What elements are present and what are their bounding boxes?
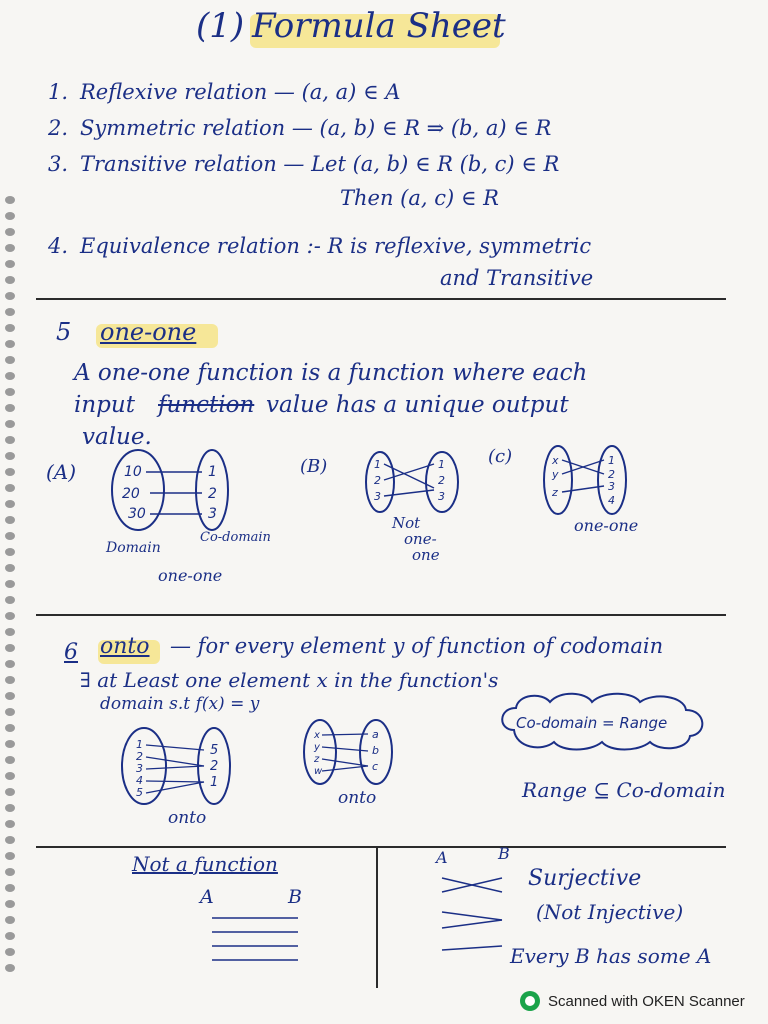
binding-hole [5,500,15,508]
oken-logo-icon [520,991,540,1011]
diagram-c-label: (c) [488,446,513,467]
relation-4-num: 4. [48,234,69,258]
diagram-b-label: (B) [300,456,328,477]
binding-hole [5,516,15,524]
relation-1-text: Reflexive relation — (a, a) ∈ A [80,80,401,104]
binding-hole [5,228,15,236]
one-one-def-line1: A one-one function is a function where each [74,360,588,386]
one-one-def-struck: function [158,392,255,418]
binding-hole [5,324,15,332]
diagram-c-domain-2: y [552,468,559,481]
binding-hole [5,756,15,764]
relation-2-text: Symmetric relation — (a, b) ∈ R ⇒ (b, a) ∈ R [80,116,552,140]
diagram-b-codomain-3: 3 [438,490,445,503]
binding-hole [5,212,15,220]
diagram-a-caption: one-one [158,566,223,585]
binding-hole [5,596,15,604]
binding-hole [5,772,15,780]
scanner-watermark [520,990,745,1012]
binding-hole [5,884,15,892]
binding-hole [5,532,15,540]
binding-hole [5,420,15,428]
onto-a-caption: onto [168,808,207,828]
relation-3-cont: Then (a, c) ∈ R [340,186,499,210]
binding-hole [5,708,15,716]
diagram-b-codomain-2: 2 [438,474,445,487]
one-one-heading: one-one [100,318,197,346]
range-subset: Range ⊆ Co-domain [522,778,726,802]
diagram-a-codomain-3: 3 [208,506,217,522]
surjective-set-a: A [436,848,448,867]
binding-hole [5,436,15,444]
diagram-b [362,450,472,520]
not-function-diagram [208,912,308,972]
onto-a-codomain-3: 1 [210,775,219,790]
relation-3-num: 3. [48,152,69,176]
binding-hole [5,564,15,572]
binding-hole [5,724,15,732]
diagram-a-codomain-label: Co-domain [200,530,271,545]
binding-hole [5,484,15,492]
cloud-shape [494,690,716,754]
onto-b-domain-2: y [314,742,320,753]
relation-2-num: 2. [48,116,69,140]
binding-hole [5,244,15,252]
binding-hole [5,612,15,620]
diagram-c-domain-1: x [552,454,559,467]
diagram-b-domain-2: 2 [374,474,381,487]
diagram-c [540,444,640,520]
onto-a-codomain-1: 5 [210,743,219,758]
diagram-c-codomain-1: 1 [608,454,615,467]
onto-b-domain-4: w [314,766,323,777]
onto-a-domain-4: 4 [136,774,143,787]
not-function-set-a: A [200,886,214,908]
diagram-b-caption-3: one [412,546,440,564]
binding-hole [5,292,15,300]
surjective-diagram [438,870,518,960]
vertical-divider [376,848,378,988]
one-one-def-line2-pre: input [74,392,135,418]
relation-4-cont: and Transitive [440,266,594,290]
onto-b-codomain-1: a [372,728,379,741]
surjective-set-b: B [498,844,510,863]
relation-3-text: Transitive relation — Let (a, b) ∈ R (b, c) ∈ R [80,152,560,176]
diagram-a-domain-2: 20 [122,486,140,502]
binding-hole [5,308,15,316]
onto-def-line1: — for every element y of function of codomain [170,634,664,658]
onto-diagram-b [300,718,410,788]
one-one-def-line3: value. [82,424,152,450]
title-number: (1) [196,6,245,46]
binding-hole [5,340,15,348]
binding-hole [5,964,15,972]
relation-4-text: Equivalence relation :- R is reflexive, symmetric [80,234,592,258]
notebook-binding [0,0,40,990]
binding-hole [5,644,15,652]
section-5-num: 5 [56,318,72,346]
binding-hole [5,468,15,476]
diagram-b-domain-1: 1 [374,458,381,471]
section-6-num: 6 [64,640,78,665]
not-injective-label: (Not Injective) [536,900,684,924]
binding-hole [5,788,15,796]
divider-3 [36,846,726,848]
binding-hole [5,740,15,748]
binding-hole [5,932,15,940]
binding-hole [5,356,15,364]
scanner-text: Scanned with OKEN Scanner [548,992,745,1010]
diagram-a-domain-label: Domain [106,540,161,556]
binding-hole [5,852,15,860]
onto-a-domain-2: 2 [136,750,143,763]
binding-hole [5,900,15,908]
binding-hole [5,676,15,684]
binding-hole [5,820,15,828]
binding-hole [5,948,15,956]
binding-hole [5,660,15,668]
onto-b-codomain-3: c [372,760,379,773]
diagram-c-codomain-2: 2 [608,468,615,481]
every-b-label: Every B has some A [510,944,712,968]
binding-hole [5,804,15,812]
surjective-label: Surjective [528,866,642,891]
diagram-c-domain-3: z [552,486,558,499]
divider-2 [36,614,726,616]
binding-hole [5,196,15,204]
onto-a-domain-3: 3 [136,762,143,775]
onto-b-codomain-2: b [372,744,379,757]
binding-hole [5,372,15,380]
onto-a-domain-1: 1 [136,738,143,751]
cloud-text: Co-domain = Range [516,714,668,732]
binding-hole [5,916,15,924]
binding-hole [5,628,15,636]
binding-hole [5,388,15,396]
diagram-a-codomain-1: 1 [208,464,217,480]
onto-b-domain-1: x [314,730,320,741]
binding-hole [5,548,15,556]
not-function-heading: Not a function [132,852,278,876]
onto-heading: onto [100,634,150,659]
onto-def-line3: domain s.t f(x) = y [100,694,260,714]
diagram-a-codomain-2: 2 [208,486,217,502]
onto-diagram-a [118,724,238,814]
diagram-b-domain-3: 3 [374,490,381,503]
diagram-a-label: (A) [46,460,77,484]
diagram-a-domain-1: 10 [124,464,142,480]
diagram-b-caption-2: one- [404,530,437,548]
binding-hole [5,404,15,412]
binding-hole [5,580,15,588]
binding-hole [5,276,15,284]
onto-a-domain-5: 5 [136,786,143,799]
diagram-c-caption: one-one [574,516,639,535]
binding-hole [5,868,15,876]
binding-hole [5,836,15,844]
one-one-def-line2-post: value has a unique output [266,392,569,418]
binding-hole [5,260,15,268]
onto-def-line2: ∃ at Least one element x in the function's [80,668,499,692]
onto-a-codomain-2: 2 [210,759,219,774]
page-title: Formula Sheet [252,6,506,46]
diagram-c-codomain-3: 3 [608,480,615,493]
onto-b-domain-3: z [314,754,320,765]
binding-hole [5,452,15,460]
divider-1 [36,298,726,300]
diagram-b-caption-1: Not [392,514,421,532]
not-function-set-b: B [288,886,302,908]
relation-1-num: 1. [48,80,69,104]
diagram-b-codomain-1: 1 [438,458,445,471]
diagram-c-codomain-4: 4 [608,494,615,507]
diagram-a-domain-3: 30 [128,506,146,522]
onto-b-caption: onto [338,788,377,808]
binding-hole [5,692,15,700]
